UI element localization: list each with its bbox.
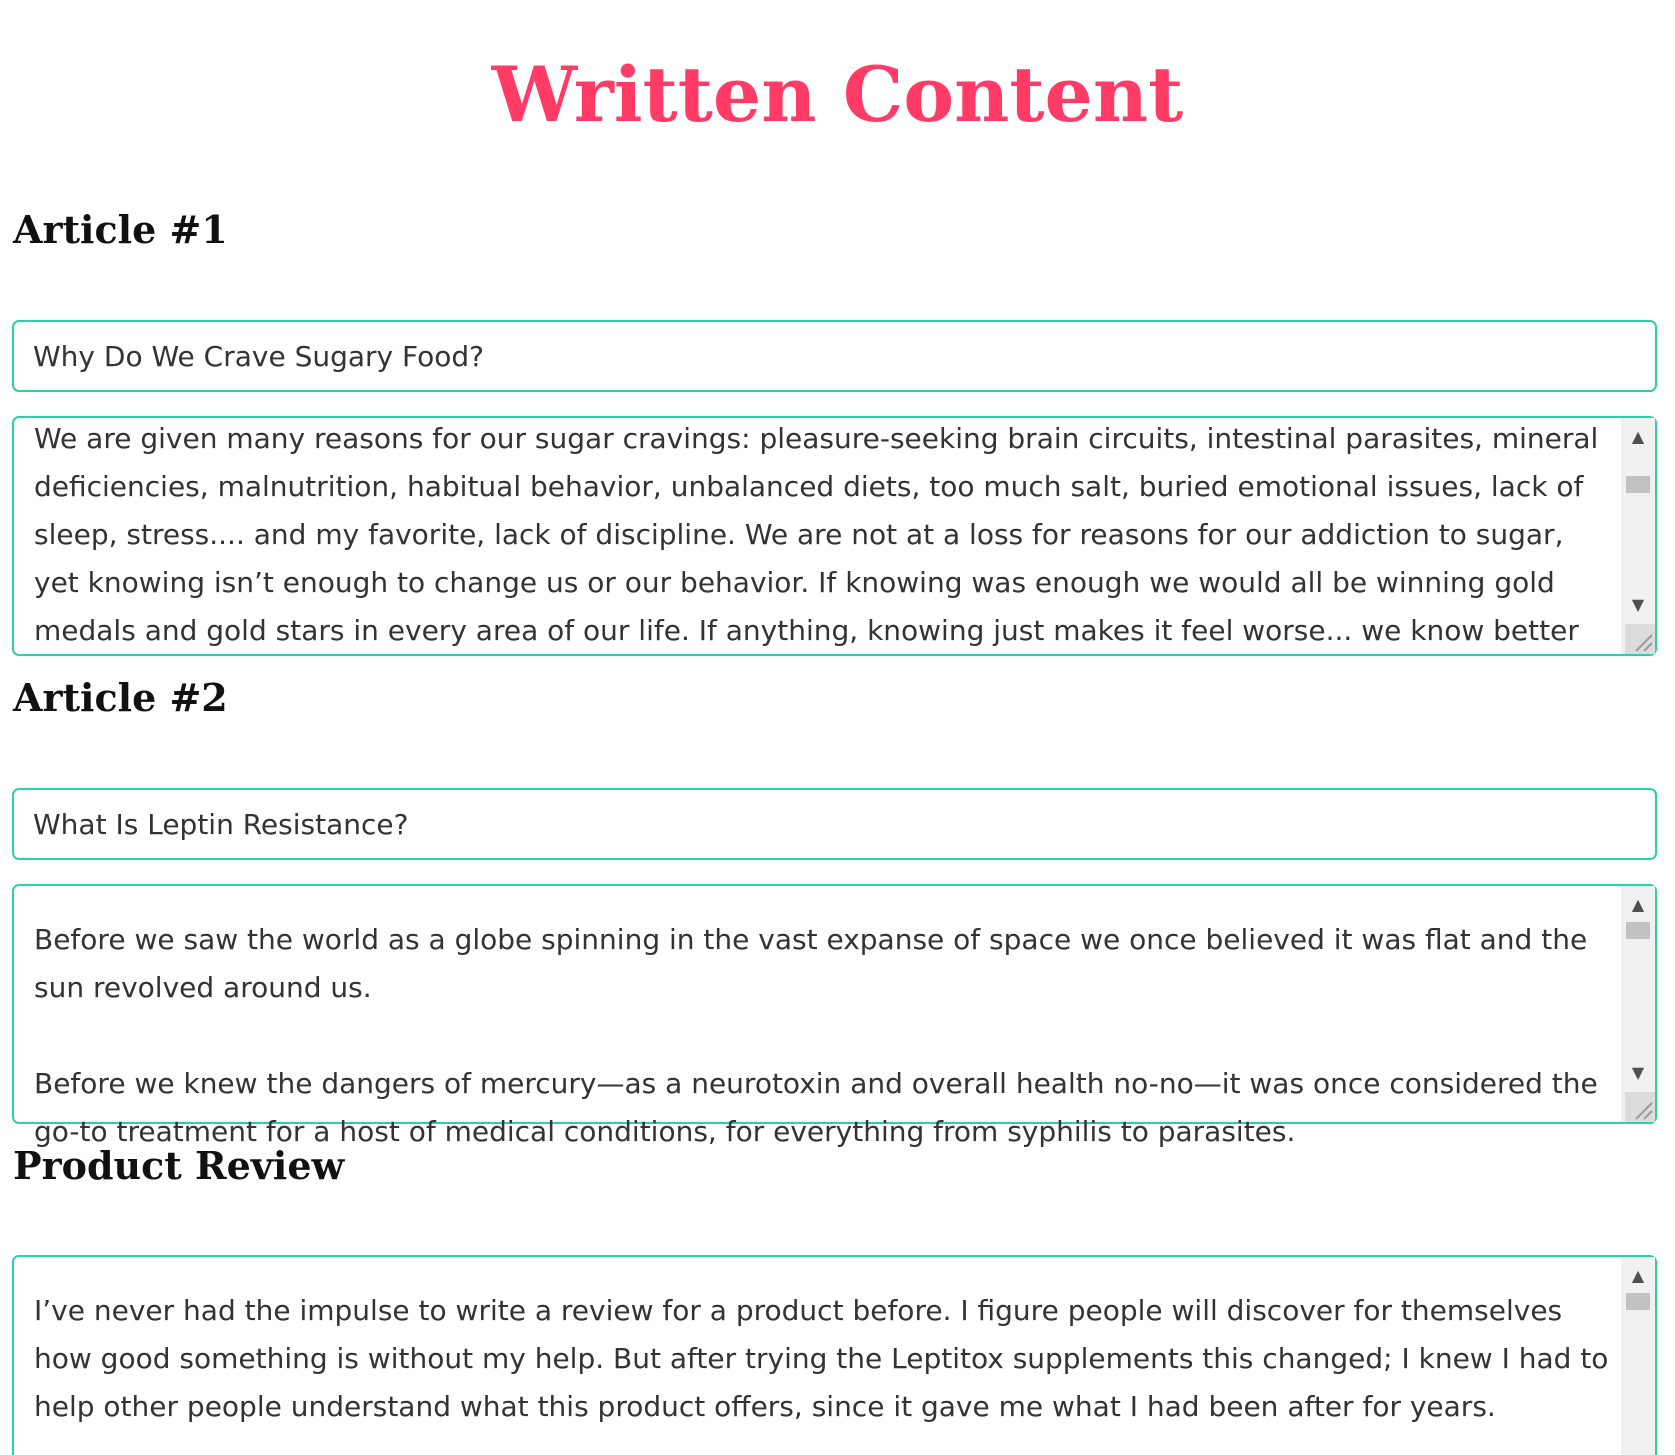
article-1-title-input[interactable]: [12, 320, 1657, 392]
page-title: Written Content: [491, 50, 1184, 139]
scroll-thumb[interactable]: [1626, 1293, 1650, 1310]
article-2-scrollbar[interactable]: [1621, 886, 1655, 1122]
scroll-up-arrow-icon[interactable]: ▲: [1631, 895, 1645, 914]
article-1-heading: Article #1: [13, 207, 228, 252]
scroll-up-arrow-icon[interactable]: ▲: [1631, 1266, 1645, 1285]
article-2-heading: Article #2: [13, 675, 228, 720]
scroll-down-arrow-icon[interactable]: ▼: [1631, 1063, 1645, 1082]
scroll-down-arrow-icon[interactable]: ▼: [1631, 595, 1645, 614]
article-2-title-input[interactable]: [12, 788, 1657, 860]
product-review-text: I’ve never had the impulse to write a review for a product before. I figure people will discover for themselves how good something is without my help. But after trying the Leptitox supplements this changed; I knew I had to help other people understand what this product offers, since it gave me what I had been after for years.: [34, 1294, 1618, 1423]
article-2-body-text: Before we saw the world as a globe spinning in the vast expanse of space we once believed it was flat and the sun revolved around us. Before we knew the dangers of mercury—as a neurotoxin and overall health no-no—it was once considered the go-to treatment for a host of medical conditions, for everything from syphilis to parasites.: [34, 923, 1598, 1148]
article-1-body-textarea[interactable]: [12, 416, 1657, 656]
article-2-body-textarea[interactable]: [12, 884, 1657, 1148]
resize-grip-icon[interactable]: [1625, 624, 1655, 654]
product-review-heading: Product Review: [13, 1143, 345, 1188]
scroll-thumb[interactable]: [1626, 476, 1650, 493]
article-1-body-text: We are given many reasons for our sugar cravings: pleasure-seeking brain circuits, intestinal parasites, mineral deficiencies, malnutrition, habitual behavior, unbalanced diets, too much salt, buried emotional issues, lack of sleep, stress.... and my favorite, lack of discipline. We are not at a loss for reasons for our addiction to sugar, yet knowing isn’t enough to change us or our behavior. If knowing was enough we would all be winning gold medals and gold stars in every area of our life. If anything, knowing just makes it feel worse... we know better: [34, 422, 1608, 647]
resize-grip-icon[interactable]: [1625, 1092, 1655, 1122]
product-review-scrollbar[interactable]: [1621, 1257, 1655, 1455]
article-1-scrollbar[interactable]: [1621, 418, 1655, 654]
scroll-thumb[interactable]: [1626, 922, 1650, 939]
product-review-textarea[interactable]: [12, 1255, 1657, 1455]
scroll-up-arrow-icon[interactable]: ▲: [1631, 427, 1645, 446]
